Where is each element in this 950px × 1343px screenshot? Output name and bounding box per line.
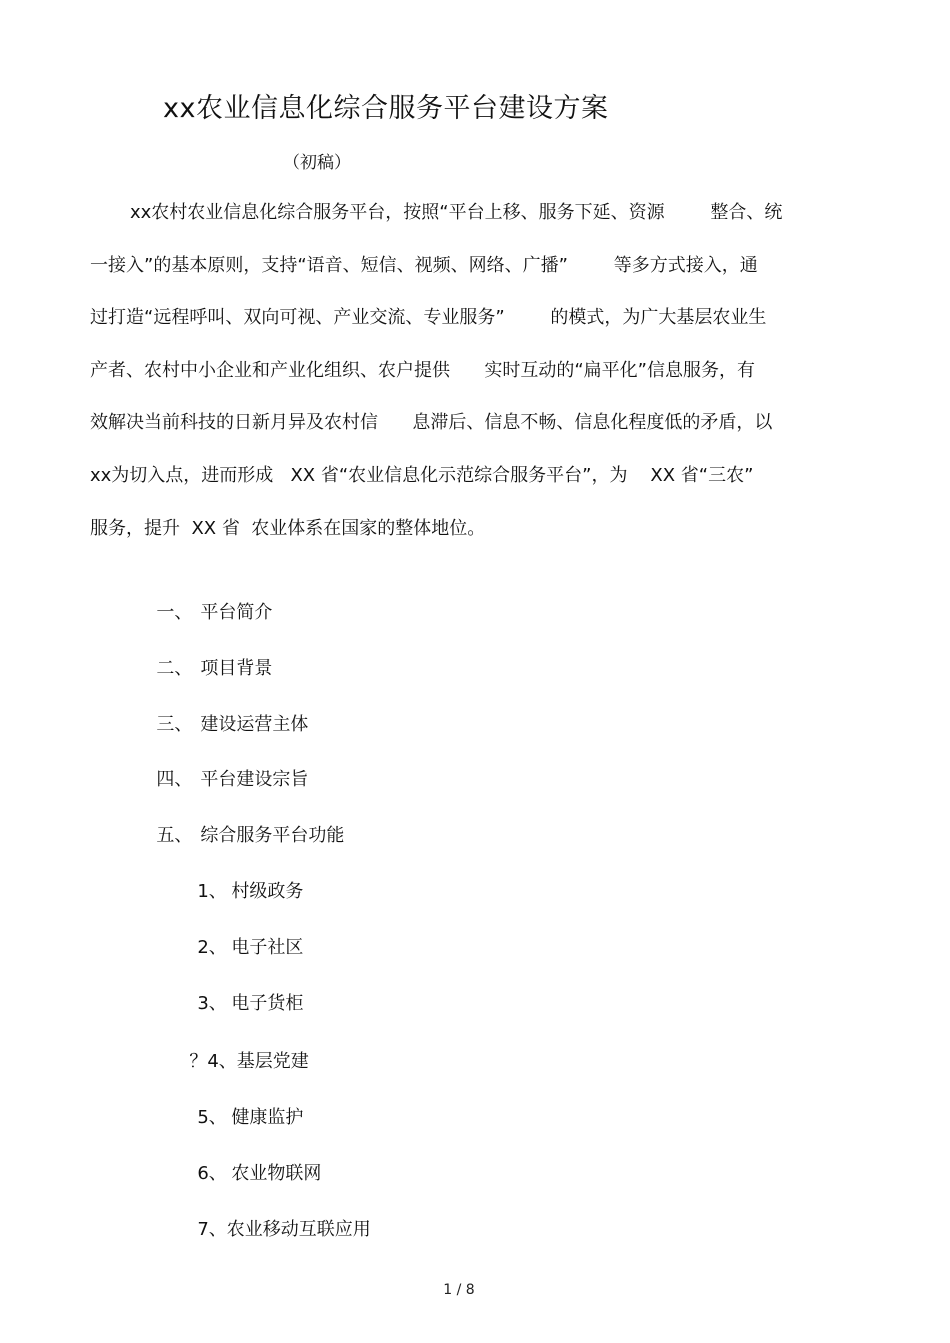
- paragraph-line: 产者、农村中小企业和产业化组织、农户提供 实时互动的“扁平化”信息服务，有: [90, 360, 755, 381]
- subsection-label: 电子社区: [231, 937, 304, 958]
- section-label: 平台简介: [200, 602, 273, 623]
- subsection-number: 5、: [197, 1107, 227, 1128]
- document-subtitle: （初稿）: [283, 153, 351, 173]
- section-number: 五、: [156, 825, 193, 846]
- section-label: 平台建设宗旨: [200, 769, 309, 790]
- subsection-number: 2、: [197, 937, 227, 958]
- subsection-number: 3、: [197, 993, 227, 1014]
- section-number: 一、: [156, 602, 193, 623]
- subsection-label: 电子货柜: [231, 993, 304, 1014]
- section-number: 二、: [156, 658, 193, 679]
- paragraph-line: 效解决当前科技的日新月异及农村信 息滞后、信息不畅、信息化程度低的矛盾，以: [90, 412, 773, 433]
- subsection-number: 1、: [197, 881, 227, 902]
- subsection-label: 健康监护: [231, 1107, 304, 1128]
- paragraph-line: 服务，提升 XX 省 农业体系在国家的整体地位。: [90, 518, 486, 539]
- subsection-label: 农业移动互联应用: [226, 1219, 371, 1240]
- page-number: 1 / 8: [443, 1282, 475, 1298]
- subsection-number: 6、: [197, 1163, 227, 1184]
- paragraph-line: xx农村农业信息化综合服务平台，按照“平台上移、服务下延、资源 整合、统: [130, 202, 783, 223]
- section-number: 三、: [156, 714, 193, 735]
- subsection-number: 7、: [197, 1219, 227, 1240]
- section-number: 四、: [156, 769, 193, 790]
- subsection-item: [163, 1194, 371, 1266]
- subsection-label: 村级政务: [231, 881, 304, 902]
- section-label: 建设运营主体: [200, 714, 309, 735]
- section-label: 综合服务平台功能: [200, 825, 345, 846]
- paragraph-line: 一接入”的基本原则，支持“语音、短信、视频、网络、广播” 等多方式接入，通: [90, 255, 758, 276]
- subsection-number: ？4、: [189, 1051, 237, 1072]
- document-title: xx农业信息化综合服务平台建设方案: [163, 93, 609, 124]
- paragraph-line: xx为切入点，进而形成 XX 省“农业信息化示范综合服务平台”，为 XX 省“三农”: [90, 465, 754, 486]
- section-label: 项目背景: [200, 658, 273, 679]
- subsection-label: 农业物联网: [231, 1163, 322, 1184]
- subsection-label: 基层党建: [236, 1051, 309, 1072]
- paragraph-line: 过打造“远程呼叫、双向可视、产业交流、专业服务” 的模式，为广大基层农业生: [90, 307, 767, 328]
